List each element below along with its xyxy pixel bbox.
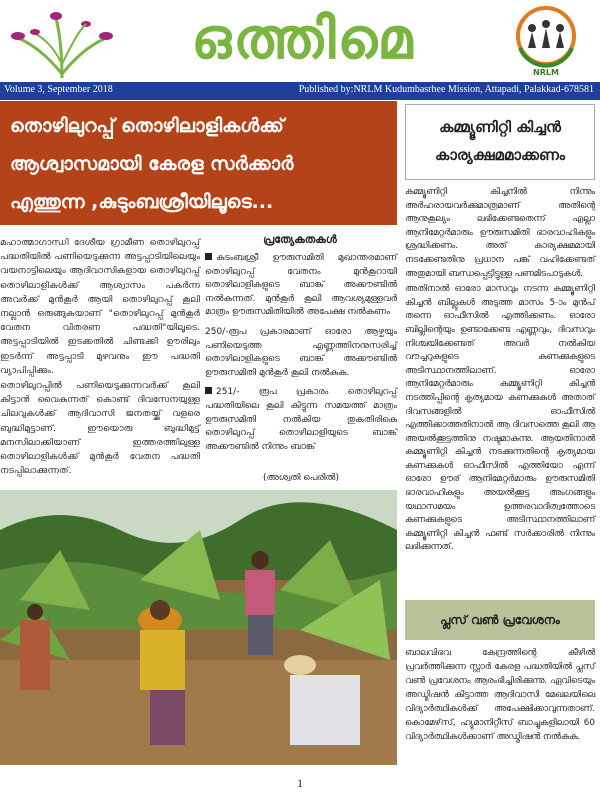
left-paragraph: മഹാത്മാഗാന്ധി ദേശീയ ഗ്രാമീണ തൊഴിലുറപ്പ് പദ്ധതിയിൽ പണിയെടുക്കുന്ന അട്ടപ്പാടിയിലെയും വയനാട്ടിലെയും ആദിവാസികളായ തൊഴിലുറപ്പ് തൊഴിലാളികൾക്ക് ആശ്വാസം പകർന്ന അവർക്ക് മുൻകൂർ ആയി തൊഴിലുറപ്പ് കൂലി നല്ലാൻ ഒരുങ്ങുകയാണ് "തൊഴിലുറപ്പ് മുൻകൂർ വേതന വിതരണ പദ്ധതി"യിലൂടെ. അട്ടപ്പാടിയിൽ ഇടക്കതിൽ ചിണ്ടക്കി ഊരിലും ഇടർന്ന് അട്ടപ്പാടി മുഴവനും ഈ പദ്ധതി വ്യാപിപ്പിക്കും. — [0, 237, 200, 376]
special-item-text: കുടംബശ്രീ ഊരുസമിതി മുഖാന്തരമാണ് തൊഴിലുറപ്പ് വേതനം മുൻകൂറായി തൊഴിലാളികളുടെ ബാങ്ക് അക്കൗണ്ടിൽ നൽകുന്നത്. മുൻകൂർ കൂലി ആവശ്യമുള്ളവർ മാത്രം ഊരുസമിതിയിൽ അപേക്ഷ നൽകണം — [205, 253, 397, 318]
community-kitchen-title-box — [405, 104, 595, 180]
publisher-label: Published by:NRLM Kudumbasrhee Mission, Attapadi, Palakkad-678581 — [298, 84, 594, 95]
community-kitchen-title-line-1: കമ്മ്യൂണിറ്റി കിച്ചൻ — [439, 118, 561, 136]
community-kitchen-article — [405, 186, 595, 557]
volume-label: Volume 3, September 2018 — [4, 84, 113, 95]
special-item — [205, 252, 397, 320]
page-number: 1 — [297, 776, 303, 790]
main-headline — [0, 101, 397, 225]
author-credit: (അശ്വതി പെരിൽ) — [263, 473, 339, 483]
left-article — [0, 236, 200, 486]
special-section — [205, 252, 397, 460]
flower-logo-icon — [6, 4, 118, 80]
bullet-icon — [205, 253, 212, 260]
headline-line-2: ആശ്വാസമായി കേരള സർക്കാർ — [10, 153, 294, 175]
special-item — [205, 386, 397, 454]
nrlm-emblem-icon — [500, 4, 592, 68]
masthead — [0, 0, 600, 82]
right-paragraph: അതിനാൽ ഓരോ മാസവും നടന്ന കമ്മ്യൂണിറ്റി കിച്ചൻ ബില്ലുകൾ അടുത്ത മാസം 5-ാം മുൻപ് തന്നെ ഓഫീസിൽ എത്തിക്കണം. ഓരോ ബില്ലിന്റെയും ഉണ്ടാക്കേണ്ട എണ്ണവും, ദിവസവും നിശ്ചയിക്കേണ്ടത് അവർ നൽകിയ വൗച്ചറുകളുടെ കണക്കുകളുടെ അടിസ്ഥാനത്തിലാണ്. ഓരോ ആനിമേറ്റർമാരും കമ്മ്യൂണിറ്റി കിച്ചൻ നടത്തിപ്പിന്റെ കൃത്യമായ കണക്കുകൾ അതാത് ദിവസങ്ങളിൽ ഓഫീസിൽ എത്തിക്കാത്തതിനാൽ ആ ദിവസത്തെ കൂലി ആ അയൽക്കൂട്ടത്തിനു നഷ്ടമാകുന്നു. ആയതിനാൽ കമ്മ്യൂണിറ്റി കിച്ചൻ നടക്കുന്നതിന്റെ കൃത്യമായ കണക്കുകൾ ഓഫീസിൽ എത്തിയോ എന്ന് ഓരോ ഊര് ആനിമേറ്റർമാരും ഊരുസമിതി ഭാരവാഹികളും അയൽക്കൂട്ട അംഗങ്ങളും യഥാസമയം ഉത്തരവാദിത്വത്തോടെ കണക്കുകളുടെ അടിസ്ഥാനത്തിലാണ് കമ്മ്യൂണിറ്റി കിച്ചൻ ഫണ്ട് സർക്കാരിൽ നിന്നും ലഭിക്കുന്നത്. — [405, 284, 595, 553]
nrlm-label: NRLM — [533, 68, 559, 77]
plus-one-article: ബാലവിഭവ കേന്ദ്രത്തിന്റെ കീഴിൽ പ്രവർത്തിക്കുന്ന സ്റ്റാർ കേരള പദ്ധതിയിൽ പ്ലസ് വൺ പ്രവേശനം ആരംഭിച്ചിരിക്കുന്നു. ഏവിടെയും അഡ്മിഷൻ കിട്ടാത്ത ആദിവാസി മേഖലയിലെ വിദ്യാർത്ഥികൾക്ക് അപേക്ഷിക്കാവുന്നതാണ്. കൊമേഴ്‌സ്, ഹ്യുമാനിറ്റീസ് ബാച്ചുകളിലായി 60 വിദ്യാർത്ഥികൾക്കാണ് അഡ്മിഷൻ നൽകുക. — [405, 648, 595, 742]
left-paragraph: തൊഴിലുറപ്പിൽ പണിയെടുക്കുന്നവർക്ക് കൂലി കിട്ടാൻ വൈകുന്നത് കൊണ്ട് ദിവസേനയുള്ള ചിലവുകൾക്ക് ആദിവാസി ജനതയ്ക്ക് വളരെ ബുദ്ധിമുട്ടാണ്. ഈയൊരു ബുദ്ധിമുട്ട് മനസിലാക്കിയാണ് ഇത്തരത്തിലുള്ള തൊഴിലാളികൾക്ക് മുൻകൂർ വേതന പദ്ധതി നടപ്പിലാക്കുന്നത്. — [0, 380, 200, 477]
headline-line-1: തൊഴിലുറപ്പ് തൊഴിലാളികൾക്ക് — [10, 115, 284, 137]
community-kitchen-title-line-2: കാര്യക്ഷമമാക്കണം — [434, 146, 566, 164]
right-paragraph: കമ്മ്യൂണിറ്റി കിച്ചനിൽ നിന്നും അർഹരായവർക്കുമാത്രമാണ് അതിന്റെ ആനുകൂല്യം ലഭിക്കേണ്ടതെന്ന് എല്ലാ ആനിമേറ്റർമാരും ഊരുസമിതി ഭാരവാഹികളും ശ്രദ്ധിക്കണം. അത് കാര്യക്ഷമമായി നടക്കേണ്ടതിനു പ്രധാന പങ്ക് വഹിക്കേണ്ടത് അതുമായി ബന്ധപ്പെട്ടിട്ടുള്ള പണമിടപാടുകൾ. — [405, 187, 595, 279]
special-item — [205, 326, 397, 380]
special-item-text: 251/- രൂപ പ്രകാരം തൊഴിലുറപ്പ് പദ്ധതിയിലെ കൂലി കിട്ടുന്ന സമയത്ത് മാത്രം ഊരുസമിതി നൽകിയ തുകതിരികെ തൊഴിലുറപ്പ് തൊഴിലാളിയുടെ ബാങ്ക് അക്കൗണ്ടിൽ നിന്നും ബാങ്ക് — [205, 387, 397, 452]
bullet-icon — [205, 387, 212, 394]
info-bar — [0, 82, 600, 100]
nrlm-logo — [500, 4, 592, 80]
headline-line-3: എത്തുന്ന ,കുടുംബശ്രീയിലൂടെ... — [10, 191, 274, 213]
special-item-text: 250/-രൂപ പ്രകാരമാണ് ഓരോ ആഴ്ചയും പണിയെടുത്ത എണ്ണത്തിനനുസരിച്ച് തൊഴിലാളികളുടെ ബാങ്ക് അക്കൗണ്ടിൽ ഊരുസമിതി മുൻകൂർ കൂലി നൽകുക. — [205, 326, 397, 378]
plus-one-title-box: പ്ലസ് വൺ പ്രവേശനം — [405, 600, 595, 640]
special-section-title: പ്രത്യേകതകൾ — [263, 233, 337, 246]
masthead-title: ഒത്തിമെ — [191, 7, 415, 72]
field-workers-photo — [0, 490, 397, 765]
banana-plantation-workers-image — [0, 490, 397, 765]
